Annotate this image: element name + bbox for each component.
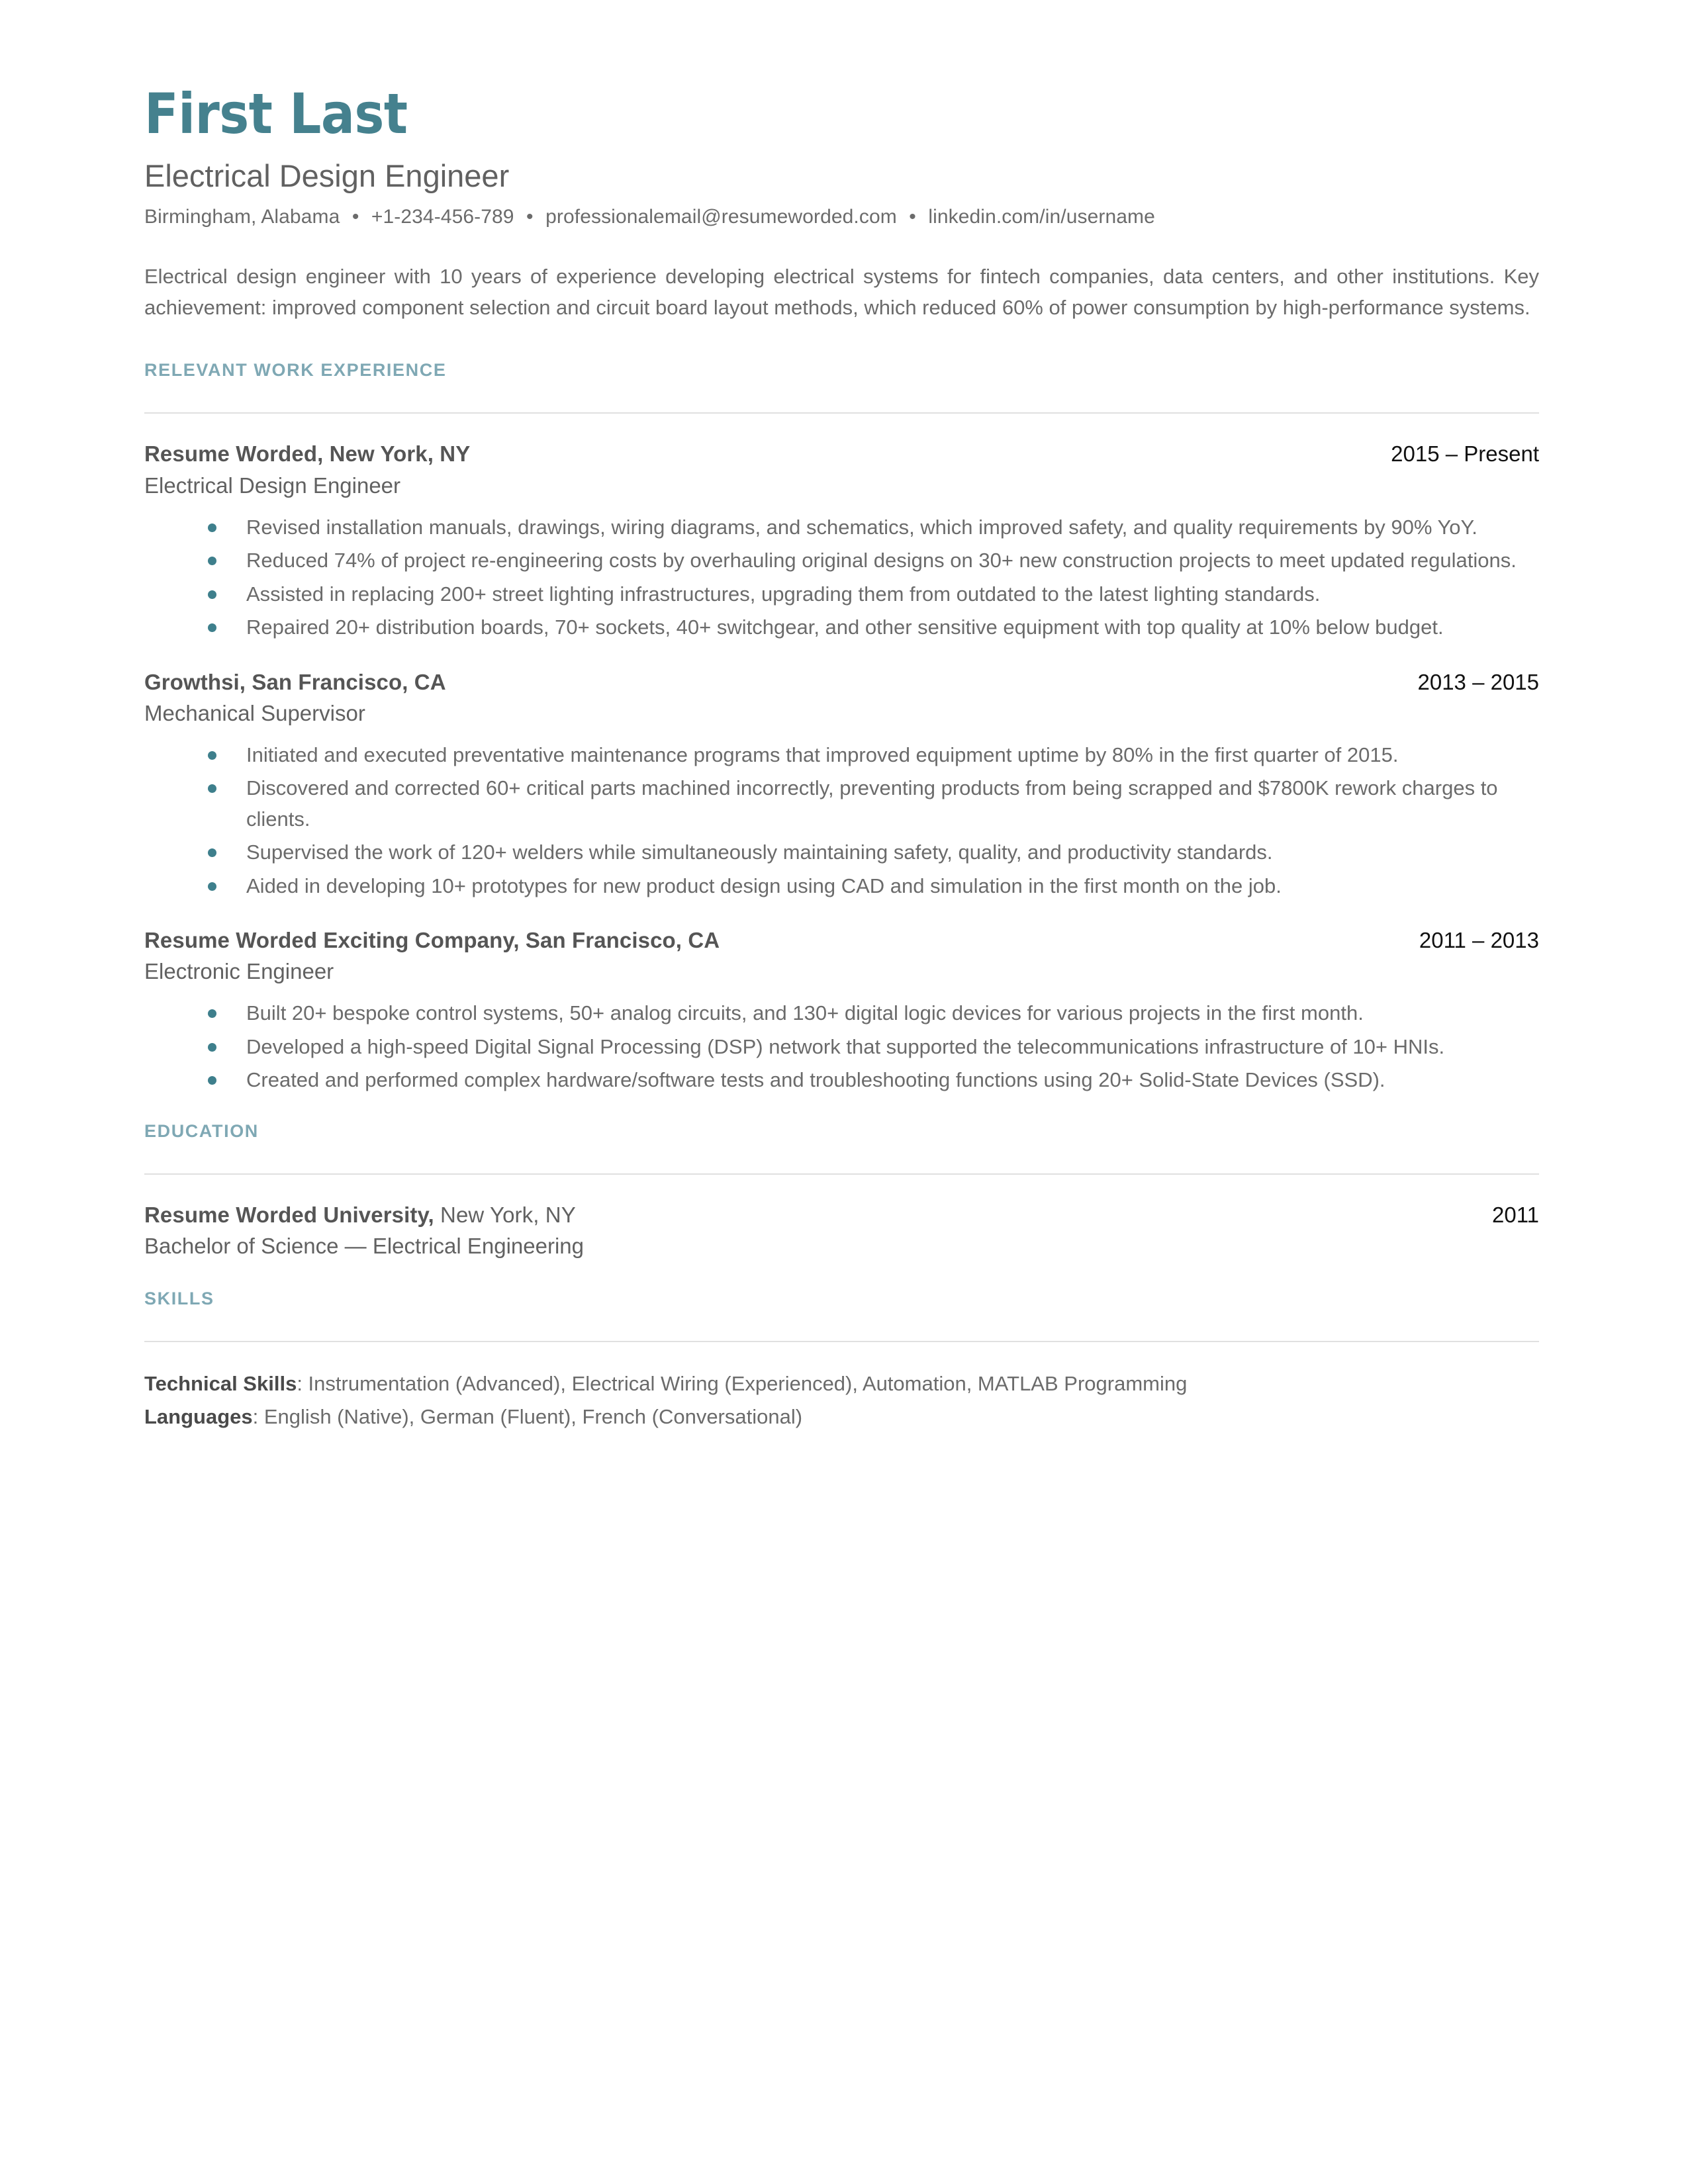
bullet-text: Discovered and corrected 60+ critical parts machined incorrectly, preventing products from being scrapped and $7800K rework charges to clients. (246, 776, 1498, 831)
bullet-dot-icon (208, 523, 216, 532)
entry-header (144, 1201, 1539, 1228)
contact-separator-2: • (526, 205, 534, 228)
skill-values: : Instrumentation (Advanced), Electrical Wiring (Experienced), Automation, MATLAB Programming (297, 1371, 1188, 1395)
entry-header (144, 927, 1539, 954)
bullet-item (208, 871, 1539, 902)
bullet-item (208, 612, 1539, 643)
section-heading-experience: RELEVANT WORK EXPERIENCE (144, 360, 447, 381)
entry-header (144, 668, 1539, 696)
entry-role: Electrical Design Engineer (144, 473, 401, 498)
experience-entry (144, 668, 1539, 902)
bullet-dot-icon (208, 557, 216, 565)
entry-organization: Resume Worded Exciting Company, San Francisco, CA (144, 928, 720, 953)
bullet-dot-icon (208, 848, 216, 857)
contact-separator-3: • (909, 205, 916, 228)
bullet-text: Assisted in replacing 200+ street lighting infrastructures, upgrading them from outdated to the latest lighting standards. (246, 582, 1321, 606)
bullet-dot-icon (208, 1009, 216, 1018)
bullet-item (208, 773, 1539, 835)
contact-email[interactable]: professionalemail@resumeworded.com (545, 205, 897, 228)
contact-phone: +1-234-456-789 (371, 205, 514, 228)
bullet-text: Initiated and executed preventative maintenance programs that improved equipment uptime by 80% in the first quarter of 2015. (246, 743, 1399, 766)
bullet-dot-icon (208, 623, 216, 632)
experience-entry (144, 927, 1539, 1096)
bullet-text: Built 20+ bespoke control systems, 50+ analog circuits, and 130+ digital logic devices for various projects in the first month. (246, 1001, 1364, 1025)
entry-date-range: 2011 – 2013 (1419, 928, 1539, 953)
entry-date-range: 2015 – Present (1391, 441, 1539, 467)
education-entry (144, 1201, 1539, 1261)
education-school-location: New York, NY (434, 1202, 576, 1227)
entry-bullet-list (144, 512, 1539, 643)
education-school-name: Resume Worded University, (144, 1202, 434, 1227)
entry-organization (144, 1201, 576, 1228)
professional-summary: Electrical design engineer with 10 years of experience developing electrical systems for fintech companies, data centers, and other institutions. Key achievement: improved component selection and circuit board layout methods, which reduced 60% of power consumption by high-performance systems. (144, 265, 1539, 320)
section-heading-education: EDUCATION (144, 1120, 259, 1141)
skill-line (144, 1402, 1539, 1432)
bullet-text: Developed a high-speed Digital Signal Processing (DSP) network that supported the telecommunications infrastructure of 10+ HNIs. (246, 1034, 1445, 1058)
skill-category-label: Languages (144, 1404, 253, 1428)
bullet-text: Revised installation manuals, drawings, wiring diagrams, and schematics, which improved safety, and quality requirements by 90% YoY. (246, 515, 1477, 539)
skill-line (144, 1369, 1539, 1399)
experience-entry (144, 440, 1539, 643)
section-divider-skills (144, 1341, 1539, 1342)
entry-role: Mechanical Supervisor (144, 700, 365, 725)
bullet-item (208, 1032, 1539, 1063)
bullet-item (208, 740, 1539, 771)
bullet-dot-icon (208, 784, 216, 793)
bullet-dot-icon (208, 882, 216, 891)
bullet-item (208, 512, 1539, 543)
skill-category-label: Technical Skills (144, 1371, 297, 1395)
entry-date-range: 2011 (1492, 1202, 1539, 1227)
entry-organization: Growthsi, San Francisco, CA (144, 669, 446, 694)
bullet-dot-icon (208, 1043, 216, 1052)
bullet-text: Repaired 20+ distribution boards, 70+ sockets, 40+ switchgear, and other sensitive equipment with top quality at 10% below budget. (246, 615, 1444, 639)
bullet-item (208, 998, 1539, 1029)
bullet-text: Supervised the work of 120+ welders while simultaneously maintaining safety, quality, and productivity standards. (246, 841, 1273, 864)
section-experience (144, 360, 1539, 1095)
contact-line (144, 204, 1539, 231)
contact-linkedin[interactable]: linkedin.com/in/username (928, 205, 1155, 228)
section-divider-education (144, 1173, 1539, 1175)
bullet-item (208, 837, 1539, 868)
candidate-job-title: Electrical Design Engineer (144, 158, 510, 193)
bullet-dot-icon (208, 751, 216, 760)
section-education (144, 1121, 1539, 1261)
entry-date-range: 2013 – 2015 (1417, 669, 1539, 694)
entry-bullet-list (144, 998, 1539, 1096)
contact-location: Birmingham, Alabama (144, 205, 340, 228)
bullet-dot-icon (208, 1076, 216, 1085)
section-heading-skills: SKILLS (144, 1288, 214, 1308)
bullet-dot-icon (208, 590, 216, 599)
bullet-item (208, 545, 1539, 576)
bullet-text: Created and performed complex hardware/software tests and troubleshooting functions using 20+ Solid-State Devices (SSD). (246, 1068, 1385, 1092)
candidate-name: First Last (144, 81, 408, 146)
section-divider-experience (144, 412, 1539, 414)
resume-header (144, 81, 1539, 323)
skill-values: : English (Native), German (Fluent), French (Conversational) (252, 1404, 803, 1428)
bullet-text: Aided in developing 10+ prototypes for new product design using CAD and simulation in the first month on the job. (246, 874, 1282, 897)
bullet-item (208, 579, 1539, 610)
education-degree: Bachelor of Science — Electrical Engineering (144, 1234, 585, 1259)
entry-role: Electronic Engineer (144, 959, 334, 984)
entry-bullet-list (144, 740, 1539, 902)
section-skills (144, 1289, 1539, 1432)
entry-header (144, 440, 1539, 467)
entry-organization: Resume Worded, New York, NY (144, 441, 471, 467)
bullet-item (208, 1065, 1539, 1096)
bullet-text: Reduced 74% of project re-engineering costs by overhauling original designs on 30+ new construction projects to meet updated regulations. (246, 549, 1517, 572)
contact-separator-1: • (352, 205, 359, 228)
